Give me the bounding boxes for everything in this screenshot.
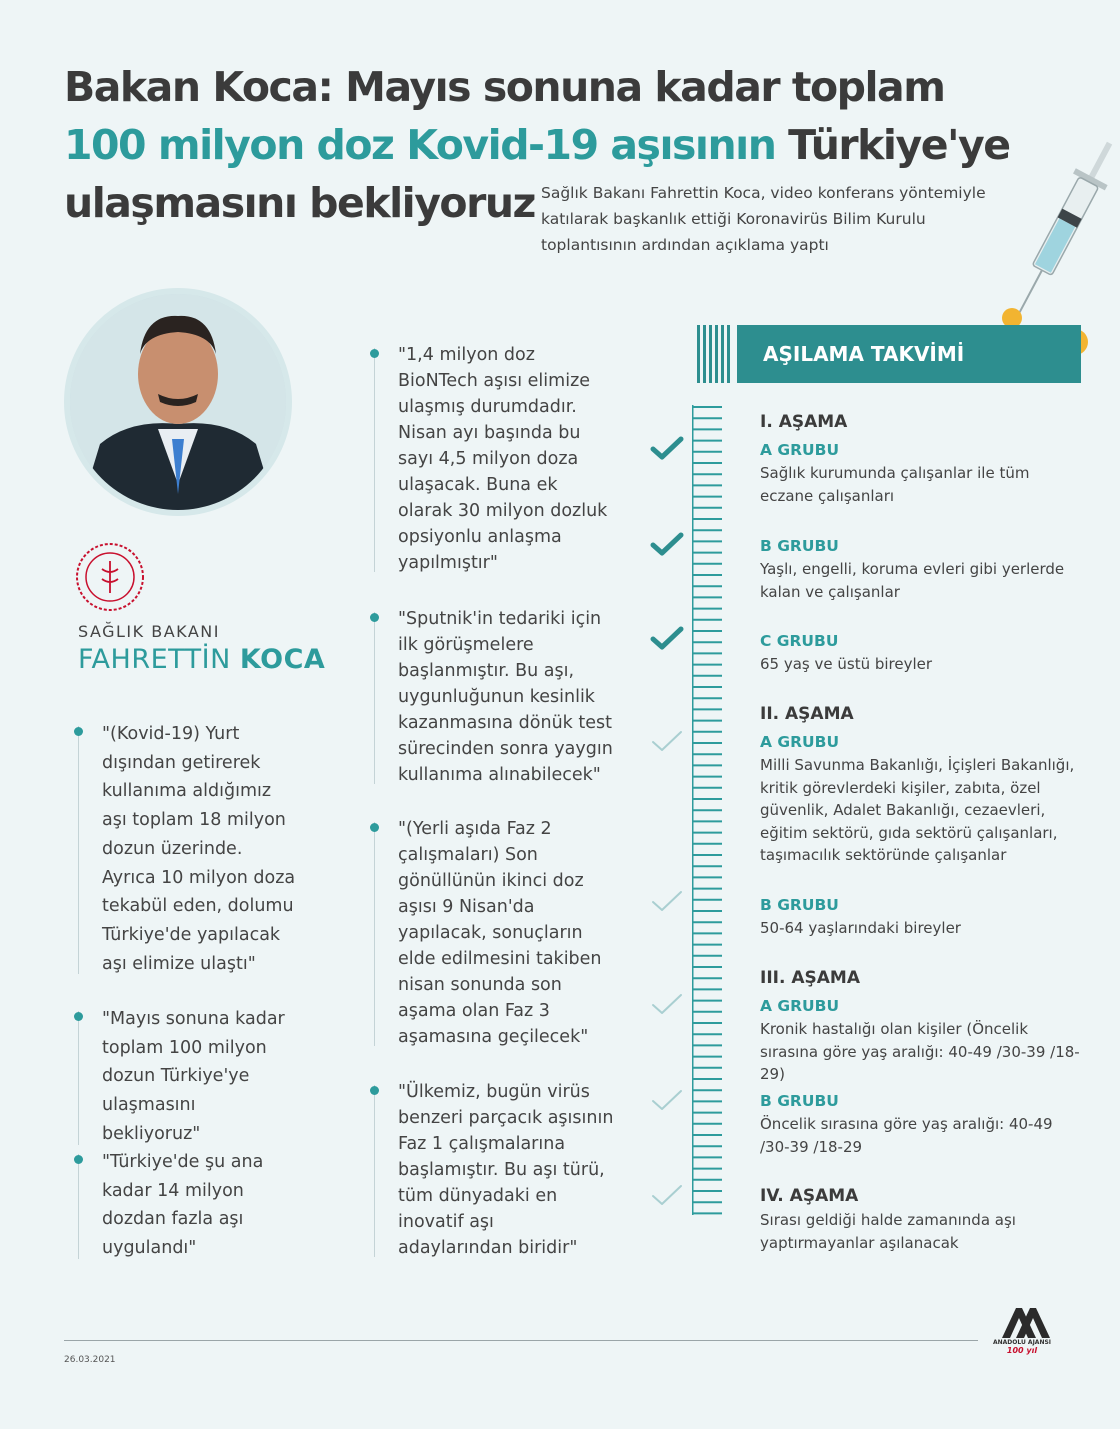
bullet-icon bbox=[74, 1155, 83, 1164]
stage-1-group-b: B GRUBU bbox=[760, 537, 839, 555]
bullet-icon bbox=[370, 613, 379, 622]
anadolu-agency-logo-icon bbox=[982, 1304, 1062, 1364]
quote-mid-3 bbox=[374, 816, 614, 1050]
stage-2-group-b: B GRUBU bbox=[760, 896, 839, 914]
timeline-ruler bbox=[692, 405, 742, 1215]
minister-name bbox=[78, 644, 325, 675]
timeline-header bbox=[697, 325, 1081, 383]
agency-name: ANADOLU AJANSI 100 yıl bbox=[992, 1339, 1052, 1355]
check-done-icon bbox=[650, 532, 684, 558]
check-pending-icon bbox=[650, 992, 684, 1018]
minister-first-name: FAHRETTİN bbox=[78, 644, 240, 675]
quote-mid-2 bbox=[374, 606, 614, 788]
title-line-2 bbox=[64, 116, 1010, 174]
check-pending-icon bbox=[650, 1088, 684, 1114]
stage-1-group-c-text: 65 yaş ve üstü bireyler bbox=[760, 655, 933, 673]
bullet-icon bbox=[74, 727, 83, 736]
stage-1-heading: I. AŞAMA bbox=[760, 412, 848, 432]
quote-text: "Türkiye'de şu ana kadar 14 milyon dozdan fazla aşı uygulandı" bbox=[102, 1152, 264, 1259]
stage-3-group-b: B GRUBU bbox=[760, 1092, 839, 1110]
stage-2-group-b-text: 50-64 yaşlarındaki bireyler bbox=[760, 919, 961, 937]
stage-1-group-a: A GRUBU bbox=[760, 441, 840, 459]
subtitle: Sağlık Bakanı Fahrettin Koca, video konferans yöntemiyle katılarak başkanlık ettiği Koronavirüs Bilim Kurulu toplantısının ardından açıklama yaptı bbox=[541, 184, 986, 254]
stage-3-heading: III. AŞAMA bbox=[760, 968, 860, 988]
check-pending-icon bbox=[650, 729, 684, 755]
quote-text: "(Yerli aşıda Faz 2 çalışmaları) Son gönüllünün ikinci doz aşısı 9 Nisan'da yapılacak, sonuçların elde edilmesini takiben nisan sonunda son aşama olan Faz 3 aşamasına geçilecek" bbox=[398, 819, 602, 1047]
quote-left-2 bbox=[78, 1005, 298, 1149]
quote-text: "1,4 milyon doz BioNTech aşısı elimize ulaşmış durumdadır. Nisan ayı başında bu sayı 4,5 milyon doza ulaşacak. Buna ek olarak 30 milyon dozluk opsiyonlu anlaşma yapılmıştır" bbox=[398, 345, 608, 573]
person-icon bbox=[70, 294, 286, 510]
timeline-title: AŞILAMA TAKVİMİ bbox=[737, 325, 1081, 383]
bullet-icon bbox=[74, 1012, 83, 1021]
title-line-3: ulaşmasını bekliyoruz bbox=[64, 179, 535, 227]
title-highlight: 100 milyon doz Kovid-19 aşısının bbox=[64, 121, 776, 169]
quote-text: "Mayıs sonuna kadar toplam 100 milyon dozun Türkiye'ye ulaşmasını bekliyoruz" bbox=[102, 1009, 285, 1144]
stage-1-group-b-text: Yaşlı, engelli, koruma evleri gibi yerlerde kalan ve çalışanlar bbox=[760, 560, 1065, 601]
stage-4-heading: IV. AŞAMA bbox=[760, 1186, 859, 1206]
minister-last-name: KOCA bbox=[239, 644, 326, 675]
quote-left-1 bbox=[78, 720, 298, 978]
stage-3-group-b-text: Öncelik sırasına göre yaş aralığı: 40-49 /30-39 /18-29 bbox=[760, 1115, 1053, 1156]
check-pending-icon bbox=[650, 1183, 684, 1209]
minister-portrait bbox=[64, 288, 292, 516]
bullet-icon bbox=[370, 823, 379, 832]
quote-text: "(Kovid-19) Yurt dışından getirerek kullanıma aldığımız aşı toplam 18 milyon dozun üzerinde. Ayrıca 10 milyon doza tekabül eden, dolumu Türkiye'de yapılacak aşı elimize ulaştı" bbox=[102, 724, 296, 974]
check-pending-icon bbox=[650, 889, 684, 915]
title-line-1: Bakan Koca: Mayıs sonuna kadar toplam bbox=[64, 63, 945, 111]
stage-3-group-a: A GRUBU bbox=[760, 997, 840, 1015]
stage-1-group-c: C GRUBU bbox=[760, 632, 839, 650]
check-done-icon bbox=[650, 436, 684, 462]
stage-2-heading: II. AŞAMA bbox=[760, 704, 854, 724]
bullet-icon bbox=[370, 349, 379, 358]
bullet-icon bbox=[370, 1086, 379, 1095]
ministry-seal-icon bbox=[74, 541, 146, 613]
stage-2-group-a-text: Milli Savunma Bakanlığı, İçişleri Bakanlığı, kritik görevlerdeki kişiler, zabıta, özel güvenlik, Adalet Bakanlığı, cezaevleri, eğitim sektörü, gıda sektörü çalışanları, taşımacılık sektöründe çalışanlar bbox=[760, 756, 1075, 864]
quote-text: "Sputnik'in tedariki için ilk görüşmelere başlanmıştır. Bu aşı, uygunluğunun kesinlik kazanmasına dönük test sürecinden sonra yaygın kullanıma alınabilecek" bbox=[398, 609, 613, 785]
stage-3-group-a-text: Kronik hastalığı olan kişiler (Öncelik sırasına göre yaş aralığı: 40-49 /30-39 /18-29) bbox=[760, 1020, 1080, 1083]
stage-4-text: Sırası geldiği halde zamanında aşı yaptırmayanlar aşılanacak bbox=[760, 1211, 1016, 1252]
stage-2-group-a: A GRUBU bbox=[760, 733, 840, 751]
header-stripes bbox=[697, 325, 730, 383]
footer-divider bbox=[64, 1340, 978, 1341]
publish-date: 26.03.2021 bbox=[64, 1355, 116, 1365]
stage-1-group-a-text: Sağlık kurumunda çalışanlar ile tüm eczane çalışanları bbox=[760, 464, 1030, 505]
minister-role: SAĞLIK BAKANI bbox=[78, 622, 220, 641]
quote-mid-4 bbox=[374, 1079, 614, 1261]
check-done-icon bbox=[650, 626, 684, 652]
quote-left-3 bbox=[78, 1148, 298, 1263]
title-line-2-rest: Türkiye'ye bbox=[775, 121, 1010, 169]
quote-mid-1 bbox=[374, 342, 614, 576]
quote-text: "Ülkemiz, bugün virüs benzeri parçacık aşısının Faz 1 çalışmalarına başlamıştır. Bu aşı türü, tüm dünyadaki en inovatif aşı adaylarından biridir" bbox=[398, 1082, 614, 1258]
